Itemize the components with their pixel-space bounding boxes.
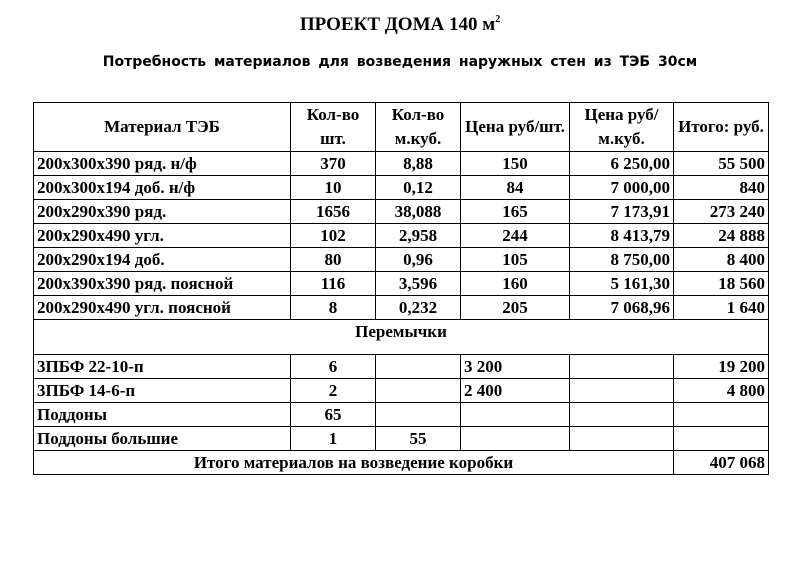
qty-pcs-cell: 8 [291,296,376,320]
total-cell: 4 800 [674,379,769,403]
table-row [34,355,769,379]
qty-pcs-cell: 1 [291,427,376,451]
price-m3-cell [570,427,674,451]
price-pcs-cell [461,427,570,451]
section-label: Перемычки [34,320,769,355]
price-m3-cell [570,379,674,403]
price-m3-cell: 8 413,79 [570,224,674,248]
qty-pcs-cell: 116 [291,272,376,296]
price-m3-cell: 7 000,00 [570,176,674,200]
materials-table [33,102,769,475]
qty-pcs-cell: 102 [291,224,376,248]
material-cell: 3ПБФ 22-10-п [34,355,291,379]
qty-pcs-cell: 2 [291,379,376,403]
total-cell: 55 500 [674,152,769,176]
qty-m3-cell: 3,596 [376,272,461,296]
table-row [34,272,769,296]
header-material: Материал ТЭБ [34,103,291,152]
material-cell: 3ПБФ 14-6-п [34,379,291,403]
qty-m3-cell [376,403,461,427]
material-cell: 200х290х490 угл. поясной [34,296,291,320]
price-pcs-cell: 160 [461,272,570,296]
total-row [34,451,769,475]
price-pcs-cell: 84 [461,176,570,200]
qty-m3-cell: 0,96 [376,248,461,272]
qty-m3-cell [376,379,461,403]
qty-m3-cell: 38,088 [376,200,461,224]
material-cell: 200х290х390 ряд. [34,200,291,224]
title-text: ПРОЕКТ ДОМА 140 м [299,14,496,35]
table-row [34,427,769,451]
header-price-pcs: Цена руб/шт. [461,103,570,152]
section-row [34,320,769,355]
price-pcs-cell [461,403,570,427]
qty-pcs-cell: 65 [291,403,376,427]
header-total: Итого: руб. [674,103,769,152]
price-pcs-cell: 2 400 [461,379,570,403]
qty-m3-cell: 2,958 [376,224,461,248]
price-m3-cell: 7 173,91 [570,200,674,224]
material-cell: 200х390х390 ряд. поясной [34,272,291,296]
header-price-m3: Цена руб/м.куб. [570,103,674,152]
header-qty-m3: Кол-во м.куб. [376,103,461,152]
total-cell [674,403,769,427]
document-subtitle: Потребность материалов для возведения наружных стен из ТЭБ 30см [102,54,698,70]
price-m3-cell [570,355,674,379]
price-m3-cell [570,403,674,427]
table-row [34,403,769,427]
material-cell: 200х300х390 ряд. н/ф [34,152,291,176]
price-pcs-cell: 244 [461,224,570,248]
header-row [34,103,769,152]
qty-pcs-cell: 10 [291,176,376,200]
price-m3-cell: 8 750,00 [570,248,674,272]
material-cell: 200х290х194 доб. [34,248,291,272]
price-m3-cell: 5 161,30 [570,272,674,296]
price-pcs-cell: 165 [461,200,570,224]
title-superscript: 2 [495,14,501,25]
total-cell [674,427,769,451]
price-pcs-cell: 150 [461,152,570,176]
price-pcs-cell: 105 [461,248,570,272]
price-m3-cell: 6 250,00 [570,152,674,176]
total-cell: 273 240 [674,200,769,224]
table-row [34,200,769,224]
qty-m3-cell: 8,88 [376,152,461,176]
qty-pcs-cell: 370 [291,152,376,176]
grand-total-value: 407 068 [674,451,769,475]
price-m3-cell: 7 068,96 [570,296,674,320]
qty-m3-cell: 0,12 [376,176,461,200]
total-cell: 19 200 [674,355,769,379]
qty-pcs-cell: 6 [291,355,376,379]
price-pcs-cell: 205 [461,296,570,320]
total-cell: 18 560 [674,272,769,296]
qty-m3-cell: 0,232 [376,296,461,320]
total-cell: 24 888 [674,224,769,248]
qty-pcs-cell: 80 [291,248,376,272]
price-pcs-cell: 3 200 [461,355,570,379]
total-label: Итого материалов на возведение коробки [34,451,674,475]
document-title [0,14,800,36]
table-row [34,379,769,403]
total-cell: 1 640 [674,296,769,320]
table-row [34,248,769,272]
total-cell: 8 400 [674,248,769,272]
table-row [34,152,769,176]
table-row [34,224,769,248]
material-cell: 200х300х194 доб. н/ф [34,176,291,200]
table-row [34,296,769,320]
material-cell: 200х290х490 угл. [34,224,291,248]
total-cell: 840 [674,176,769,200]
material-cell: Поддоны [34,403,291,427]
table-row [34,176,769,200]
header-qty-pcs: Кол-во шт. [291,103,376,152]
qty-pcs-cell: 1656 [291,200,376,224]
material-cell: Поддоны большие [34,427,291,451]
qty-m3-cell [376,355,461,379]
qty-m3-cell: 55 [376,427,461,451]
